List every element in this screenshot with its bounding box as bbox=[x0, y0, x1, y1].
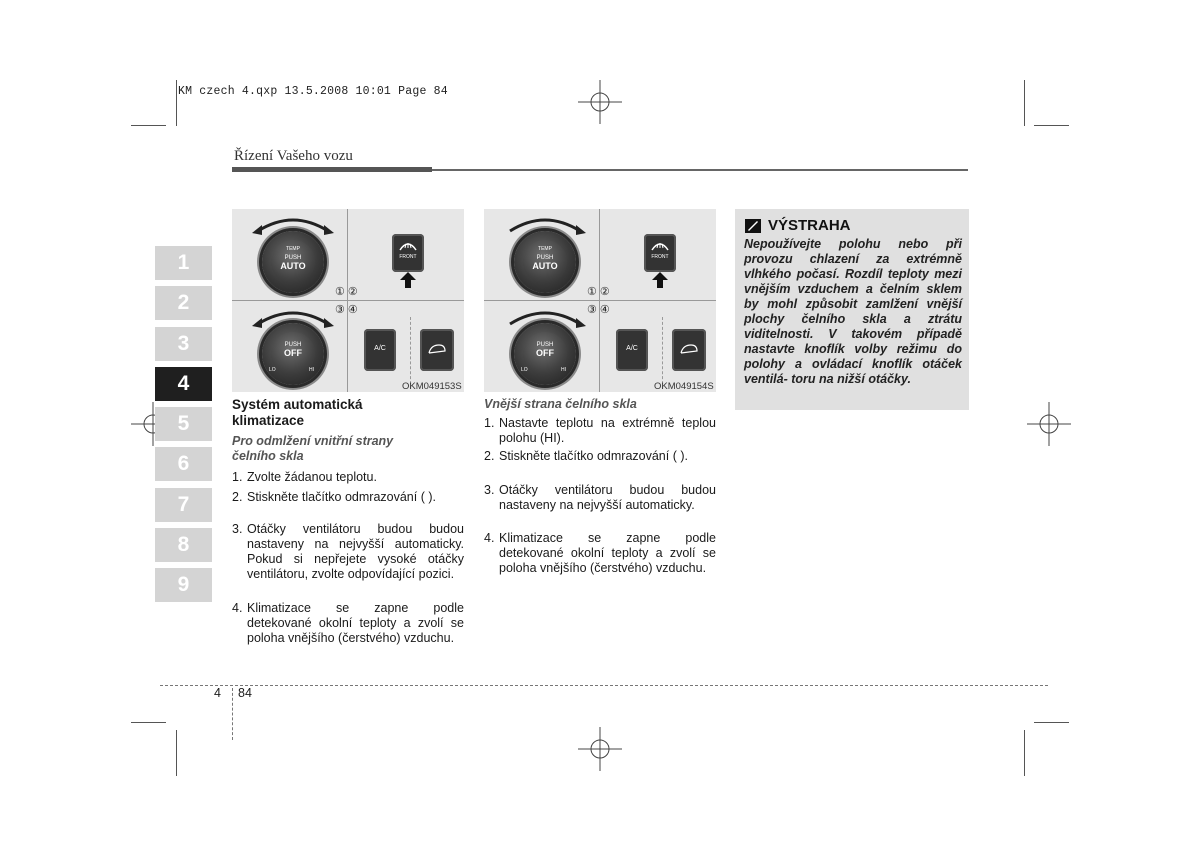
climate-control-figure-1 bbox=[232, 209, 464, 392]
crop-mark bbox=[1024, 80, 1025, 126]
crop-mark bbox=[176, 80, 177, 126]
figure-code: OKM049154S bbox=[654, 381, 714, 392]
section-heading: Systém automatická klimatizace bbox=[232, 397, 363, 428]
warning-text: Nepoužívejte polohu nebo při provozu chlazení za extrémně vlhkého počasí. Rozdíl teploty mezi vnějším vzduchem a čelním sklem by mohl způsobit zamlžení vnější plochy čelního skla a ztrátu viditelnosti. V takovém případě nastavte knoflík volby režimu do polohy a ovládací knoflík otáček ventilá- toru na nižší otáčky. bbox=[744, 237, 962, 386]
list-item: 1. Nastavte teplotu na extrémně teplou polohu (HI). bbox=[484, 416, 716, 445]
chapter-tab-8[interactable]: 8 bbox=[155, 528, 212, 562]
section-number: 4 bbox=[214, 686, 221, 700]
header-accent-bar bbox=[232, 167, 432, 172]
warning-icon bbox=[745, 219, 761, 233]
up-arrow-icon bbox=[400, 272, 416, 288]
fan-speed-knob[interactable]: PUSH OFF LO HI bbox=[262, 323, 324, 385]
footer-divider bbox=[232, 688, 233, 740]
chapter-tab-1[interactable]: 1 bbox=[155, 246, 212, 280]
climate-control-figure-2 bbox=[484, 209, 716, 392]
temperature-knob[interactable]: TEMP PUSH AUTO bbox=[514, 231, 576, 293]
front-defrost-button[interactable]: FRONT bbox=[392, 234, 424, 272]
crop-mark bbox=[1024, 730, 1025, 776]
registration-mark-icon bbox=[578, 727, 622, 771]
temperature-knob[interactable]: TEMP PUSH AUTO bbox=[262, 231, 324, 293]
chapter-tab-2[interactable]: 2 bbox=[155, 286, 212, 320]
list-item: 3. Otáčky ventilátoru budou budou nastaveny na nejvyšší automaticky. bbox=[484, 483, 716, 512]
list-item: 2. Stiskněte tlačítko odmrazování ( ). bbox=[484, 449, 688, 463]
marker-3-4: ③ ④ bbox=[335, 304, 358, 316]
front-defrost-button[interactable]: FRONT bbox=[644, 234, 676, 272]
page-number: 84 bbox=[238, 686, 252, 700]
list-item: 4. Klimatizace se zapne podle detekované okolní teploty a zvolí se poloha vnějšího (čerstvého) vzduchu. bbox=[484, 531, 716, 575]
crop-mark bbox=[131, 722, 166, 723]
marker-1-2: ① ② bbox=[587, 286, 610, 298]
up-arrow-icon bbox=[652, 272, 668, 288]
chapter-tab-4[interactable]: 4 bbox=[155, 367, 212, 401]
list-item: 3. Otáčky ventilátoru budou budou nastaveny na nejvyšší automaticky. Pokud si nepřejete vysoké otáčky ventilátoru, zvolte odpovídající pozici. bbox=[232, 522, 464, 581]
crop-mark bbox=[1034, 125, 1069, 126]
warning-box bbox=[735, 209, 969, 410]
subsection-heading: Pro odmlžení vnitřní strany čelního skla bbox=[232, 434, 394, 463]
registration-mark-icon bbox=[578, 80, 622, 124]
crop-mark bbox=[1034, 722, 1069, 723]
crop-mark bbox=[176, 730, 177, 776]
registration-mark-icon bbox=[1027, 402, 1071, 446]
recirculation-icon bbox=[679, 343, 699, 355]
marker-1-2: ① ② bbox=[335, 286, 358, 298]
air-intake-button[interactable] bbox=[420, 329, 454, 371]
subsection-heading: Vnější strana čelního skla bbox=[484, 397, 637, 411]
footer-rule bbox=[160, 685, 1048, 686]
air-intake-button[interactable] bbox=[672, 329, 706, 371]
marker-3-4: ③ ④ bbox=[587, 304, 610, 316]
crop-mark bbox=[131, 125, 166, 126]
list-item: 1. Zvolte žádanou teplotu. bbox=[232, 470, 377, 484]
ac-button[interactable]: A/C bbox=[364, 329, 396, 371]
chapter-tab-5[interactable]: 5 bbox=[155, 407, 212, 441]
chapter-tab-6[interactable]: 6 bbox=[155, 447, 212, 481]
left-text-column bbox=[232, 397, 464, 464]
chapter-tab-9[interactable]: 9 bbox=[155, 568, 212, 602]
warning-title: VÝSTRAHA bbox=[768, 217, 851, 234]
figure-code: OKM049153S bbox=[402, 381, 462, 392]
fan-speed-knob[interactable]: PUSH OFF LO HI bbox=[514, 323, 576, 385]
chapter-title: Řízení Vašeho vozu bbox=[234, 148, 353, 164]
list-item: 4. Klimatizace se zapne podle detekované okolní teploty a zvolí se poloha vnějšího (čerstvého) vzduchu. bbox=[232, 601, 464, 645]
defrost-icon bbox=[650, 238, 670, 252]
recirculation-icon bbox=[427, 343, 447, 355]
chapter-tab-3[interactable]: 3 bbox=[155, 327, 212, 361]
list-item: 2. Stiskněte tlačítko odmrazování ( ). bbox=[232, 490, 436, 504]
ac-button[interactable]: A/C bbox=[616, 329, 648, 371]
chapter-tab-7[interactable]: 7 bbox=[155, 488, 212, 522]
defrost-icon bbox=[398, 238, 418, 252]
print-slug: KM czech 4.qxp 13.5.2008 10:01 Page 84 bbox=[178, 85, 448, 98]
